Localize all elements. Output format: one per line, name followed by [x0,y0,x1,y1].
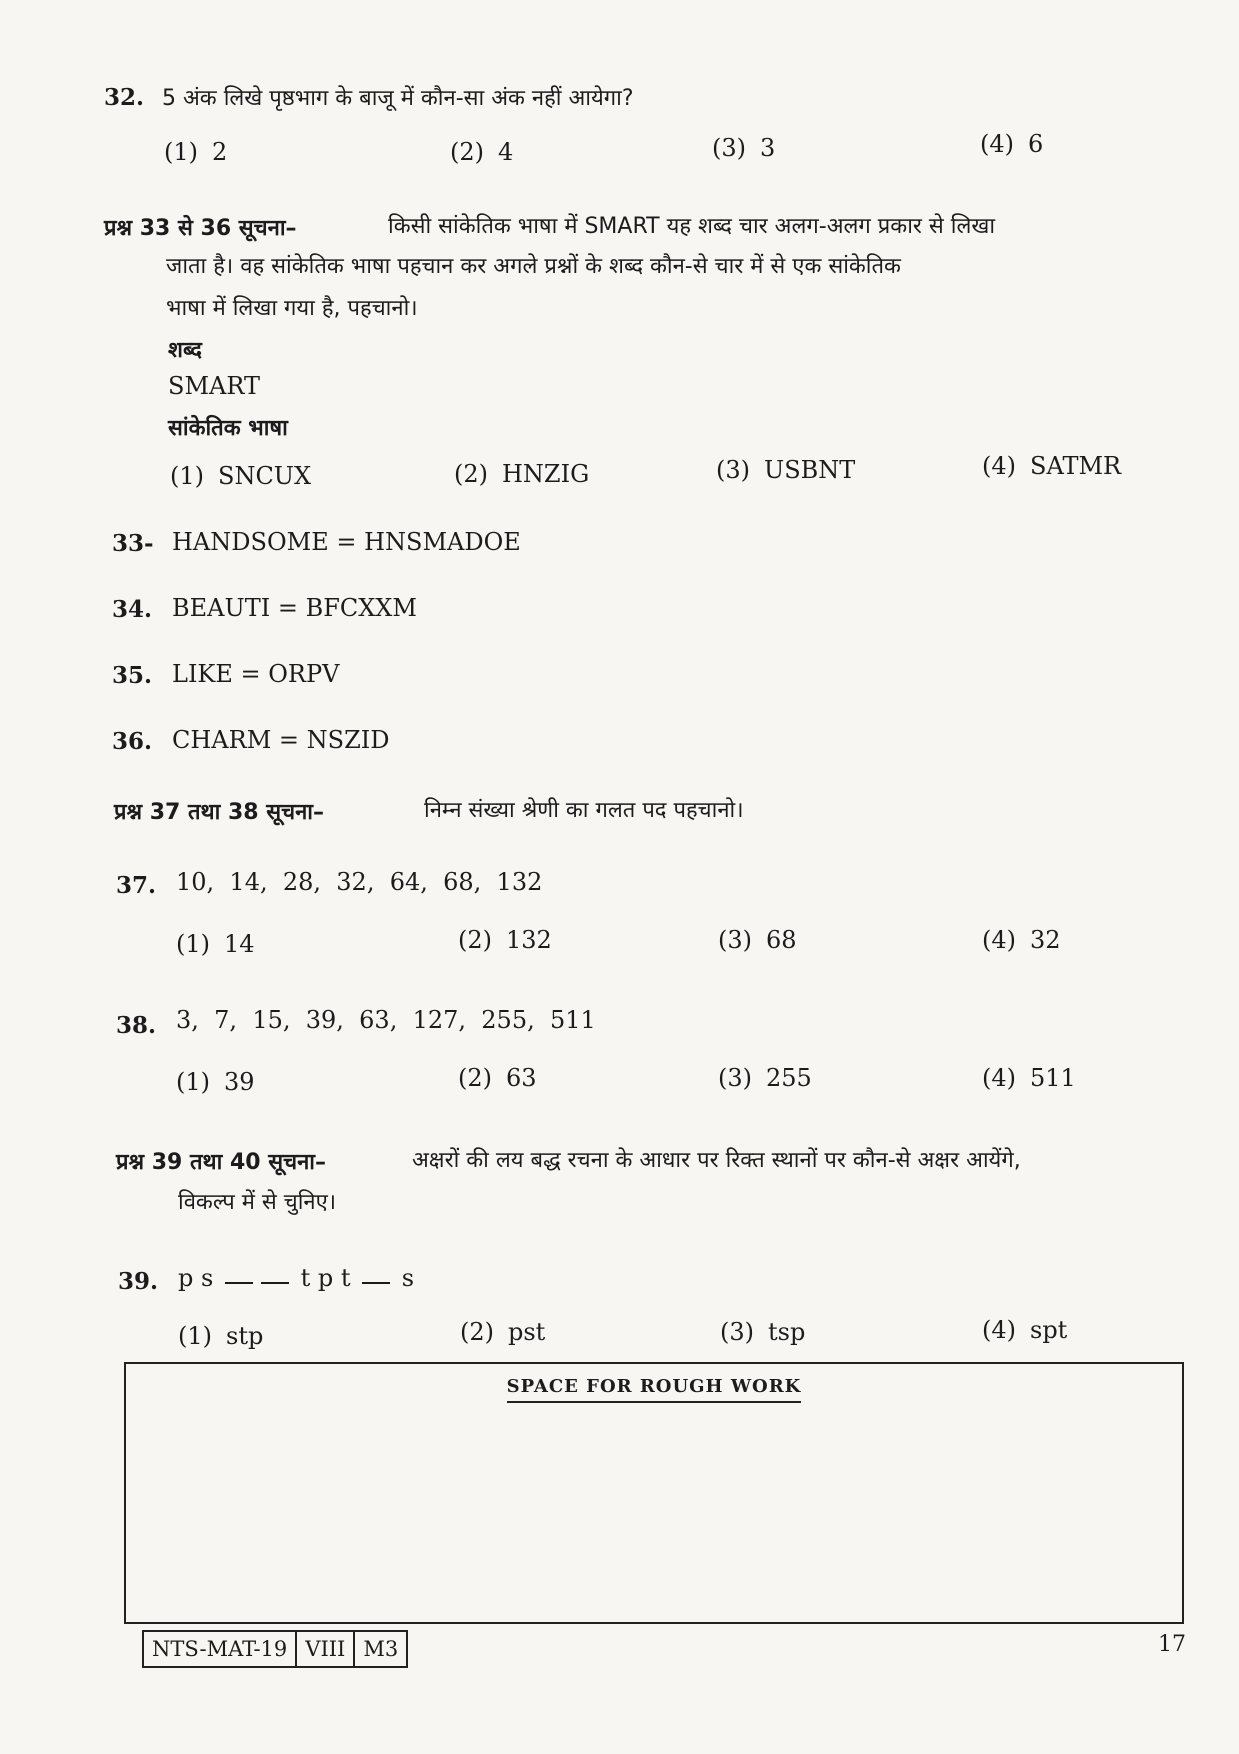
question-number: 33- [112,530,154,557]
question-number: 32. [104,84,145,111]
option-value: HNZIG [502,460,590,488]
instruction-text: अक्षरों की लय बद्ध रचना के आधार पर रिक्त स्थानों पर कौन-से अक्षर आयेंगे, [412,1148,1021,1173]
option-value: 132 [506,926,552,954]
question-text: CHARM = NSZID [172,726,390,754]
option-1[interactable] [176,930,255,958]
option-number: (4) [982,926,1016,954]
option-2[interactable] [454,460,589,488]
option-3[interactable] [718,1064,812,1092]
code-label: सांकेतिक भाषा [168,416,288,441]
blank [362,1282,390,1284]
option-value: stp [226,1322,264,1350]
pattern-part: p s [178,1264,214,1292]
word-value: SMART [168,372,261,400]
option-1[interactable] [178,1322,263,1350]
question-text: HANDSOME = HNSMADOE [172,528,521,556]
instruction-label: प्रश्न 39 तथा 40 सूचना– [116,1150,326,1175]
option-number: (2) [460,1318,494,1346]
option-value: SATMR [1030,452,1122,480]
option-number: (2) [450,138,484,166]
pattern-part: s [401,1264,415,1292]
option-value: 4 [498,138,514,166]
option-number: (1) [178,1322,212,1350]
option-4[interactable] [982,452,1121,480]
blank [225,1282,253,1284]
option-3[interactable] [720,1318,805,1346]
rough-work-title [126,1376,1182,1397]
word-label: शब्द [168,338,202,363]
option-value: 68 [766,926,797,954]
rough-work-label: SPACE FOR ROUGH WORK [507,1376,802,1403]
option-number: (4) [982,1316,1016,1344]
instruction-text: भाषा में लिखा गया है, पहचानो। [166,296,418,321]
option-number: (3) [718,1064,752,1092]
option-value: 14 [224,930,255,958]
option-1[interactable] [164,138,227,166]
option-1[interactable] [176,1068,255,1096]
option-number: (1) [176,930,210,958]
question-text: LIKE = ORPV [172,660,340,688]
option-4[interactable] [982,926,1061,954]
question-number: 38. [116,1012,157,1039]
paper-code-name: NTS-MAT-19 [142,1630,297,1668]
option-value: 39 [224,1068,255,1096]
instruction-text: निम्न संख्या श्रेणी का गलत पद पहचानो। [424,798,744,823]
question-number: 39. [118,1268,159,1295]
option-number: (4) [982,1064,1016,1092]
option-1[interactable] [170,462,311,490]
option-number: (2) [454,460,488,488]
option-2[interactable] [460,1318,545,1346]
option-3[interactable] [712,134,775,162]
paper-code-class: VIII [297,1630,355,1668]
option-value: 255 [766,1064,812,1092]
question-text: 10, 14, 28, 32, 64, 68, 132 [176,868,543,896]
option-number: (3) [720,1318,754,1346]
option-value: 6 [1028,130,1044,158]
option-4[interactable] [982,1316,1067,1344]
option-value: 2 [212,138,228,166]
option-number: (1) [170,462,204,490]
option-value: 3 [760,134,776,162]
option-4[interactable] [980,130,1043,158]
instruction-label: प्रश्न 37 तथा 38 सूचना– [114,800,324,825]
question-pattern [178,1264,414,1292]
paper-code-set: M3 [355,1630,408,1668]
option-value: 32 [1030,926,1061,954]
instruction-label: प्रश्न 33 से 36 सूचना– [104,216,297,241]
pattern-part: t p t [300,1264,351,1292]
option-value: USBNT [764,456,856,484]
option-value: tsp [768,1318,806,1346]
rough-work-box [124,1362,1184,1624]
blank [261,1282,289,1284]
option-number: (2) [458,926,492,954]
option-2[interactable] [450,138,513,166]
question-number: 34. [112,596,153,623]
option-number: (3) [718,926,752,954]
option-number: (4) [980,130,1014,158]
option-4[interactable] [982,1064,1076,1092]
page-number: 17 [1158,1632,1186,1657]
option-number: (2) [458,1064,492,1092]
option-3[interactable] [718,926,797,954]
question-number: 36. [112,728,153,755]
option-number: (1) [164,138,198,166]
question-number: 35. [112,662,153,689]
option-number: (3) [716,456,750,484]
option-value: 63 [506,1064,537,1092]
option-number: (4) [982,452,1016,480]
instruction-text: विकल्प में से चुनिए। [178,1190,337,1215]
option-number: (3) [712,134,746,162]
question-text: 5 अंक लिखे पृष्ठभाग के बाजू में कौन-सा अंक नहीं आयेगा? [162,86,634,111]
option-value: pst [508,1318,546,1346]
option-3[interactable] [716,456,855,484]
option-2[interactable] [458,1064,537,1092]
paper-code [142,1630,408,1668]
option-value: 511 [1030,1064,1076,1092]
option-2[interactable] [458,926,552,954]
instruction-text: किसी सांकेतिक भाषा में SMART यह शब्द चार अलग-अलग प्रकार से लिखा [388,214,996,239]
instruction-text: जाता है। वह सांकेतिक भाषा पहचान कर अगले प्रश्नों के शब्द कौन-से चार में से एक सांकेतिक [166,254,901,279]
question-number: 37. [116,872,157,899]
option-number: (1) [176,1068,210,1096]
question-text: BEAUTI = BFCXXM [172,594,417,622]
option-value: SNCUX [218,462,312,490]
option-value: spt [1030,1316,1068,1344]
question-text: 3, 7, 15, 39, 63, 127, 255, 511 [176,1006,596,1034]
